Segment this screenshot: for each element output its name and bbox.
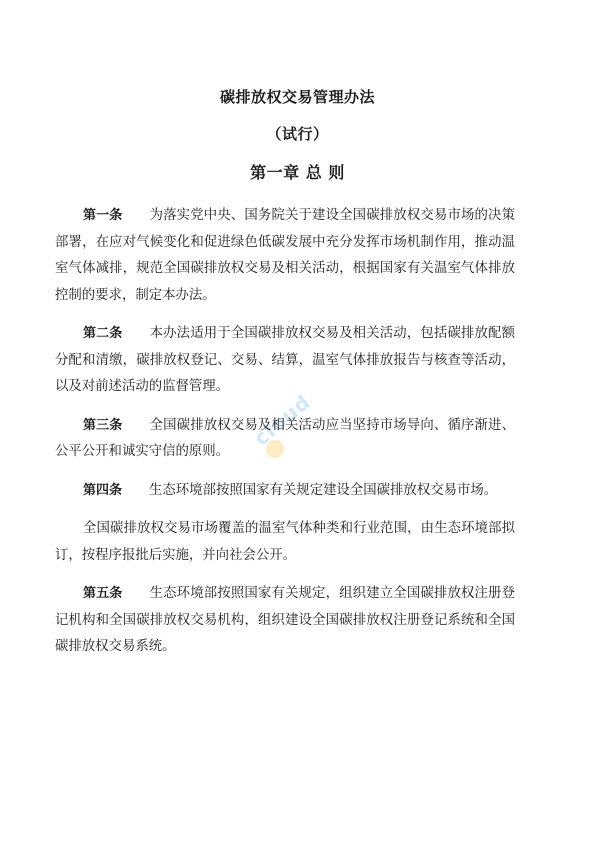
article-paragraph — [55, 413, 515, 466]
article-text: 全国碳排放权交易及相关活动应当坚持市场导向、循序渐进、公平公开和诚实守信的原则。 — [55, 417, 515, 459]
document-title: 碳排放权交易管理办法 — [219, 88, 375, 106]
document-subtitle: （试行） — [266, 125, 329, 143]
article-label: 第四条 — [83, 482, 123, 498]
article-label: 第五条 — [83, 586, 123, 601]
watermark-text: cloud — [249, 389, 316, 451]
document-body — [55, 203, 515, 673]
article-text: 生态环境部按照国家有关规定，组织建立全国碳排放权注册登记机构和全国碳排放权交易机构，组织建设全国碳排放权注册登记系统和全国碳排放权交易系统。 — [55, 586, 515, 654]
article-paragraph — [55, 321, 515, 401]
article-label: 第二条 — [83, 326, 123, 341]
article-label: 第三条 — [83, 417, 123, 433]
article-paragraph — [55, 516, 515, 569]
article-text: 为落实党中央、国务院关于建设全国碳排放权交易市场的决策部署，在应对气候变化和促进绿色低碳发展中充分发挥市场机制作用，推动温室气体减排，规范全国碳排放权交易及相关活动，根据国家有关温室气体排放控制的要求，制定本办法。 — [55, 208, 515, 303]
article-paragraph — [55, 203, 515, 309]
article-paragraph — [55, 478, 515, 505]
article-text: 全国碳排放权交易市场覆盖的温室气体种类和行业范围，由生态环境部拟订，按程序报批后实施，并向社会公开。 — [55, 521, 515, 563]
article-text: 本办法适用于全国碳排放权交易及相关活动，包括碳排放配额分配和清缴，碳排放权登记、交易、结算，温室气体排放报告与核查等活动，以及对前述活动的监督管理。 — [55, 326, 515, 394]
article-text: 生态环境部按照国家有关规定建设全国碳排放权交易市场。 — [149, 482, 498, 498]
article-paragraph — [55, 581, 515, 661]
article-label: 第一条 — [83, 208, 123, 223]
chapter-heading: 第一章 总 则 — [250, 163, 345, 182]
